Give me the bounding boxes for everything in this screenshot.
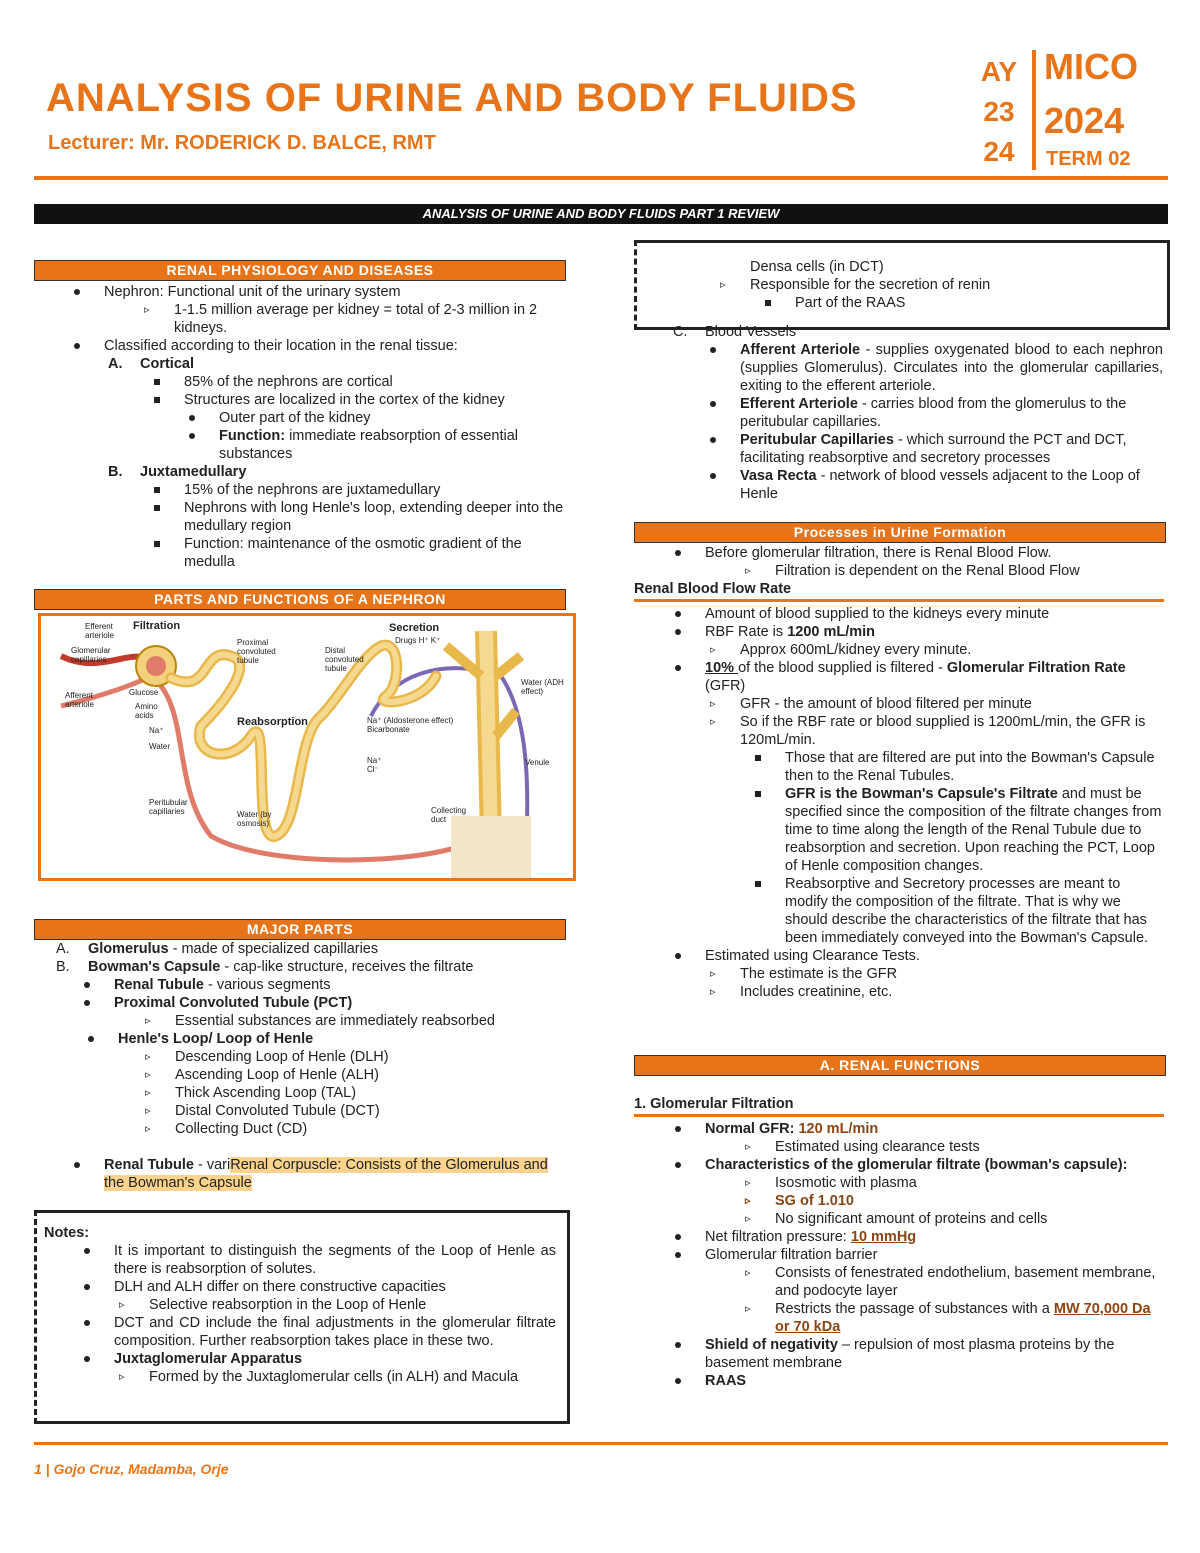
- renal-tubule-term: Renal Tubule: [104, 1157, 194, 1173]
- lecturer-line: Lecturer: Mr. RODERICK D. BALCE, RMT: [48, 132, 436, 154]
- list-item: Nephron: Functional unit of the urinary system: [104, 283, 564, 301]
- list-item: ▹ 1-1.5 million average per kidney = total of 2-3 million in 2 kidneys.: [174, 301, 564, 337]
- rbf-title: Renal Blood Flow Rate: [634, 581, 792, 597]
- major-parts-list: [56, 940, 568, 1192]
- list-label: A.: [56, 941, 70, 957]
- list-item: ▹ Ascending Loop of Henle (ALH): [175, 1066, 568, 1084]
- list-item: ▹ Responsible for the secretion of renin: [750, 276, 1160, 294]
- gfr-text: of the blood supplied is filtered -: [738, 660, 947, 676]
- list-item: [219, 427, 564, 463]
- notes-content: [44, 1224, 556, 1386]
- renal-tubule-partial: - vari: [193, 1157, 231, 1173]
- term-label: TERM 02: [1046, 148, 1131, 170]
- vessel-term: Afferent Arteriole: [740, 342, 861, 358]
- vessel-def: - which surround the PCT and DCT, facilitating reabsorptive and secretory processes: [740, 432, 1127, 466]
- list-item: DLH and ALH differ on there constructive capacities: [114, 1278, 556, 1296]
- highlighted-note: Renal Corpuscle: Consists of the Glomerulus and the Bowman's Capsule: [104, 1157, 548, 1191]
- rbf-rate-label: RBF Rate is: [705, 624, 788, 640]
- blood-vessels-list: [673, 323, 1163, 503]
- section-banner: ANALYSIS OF URINE AND BODY FLUIDS PART 1 REVIEW: [34, 204, 1168, 224]
- list-item: ▹ Filtration is dependent on the Renal Blood Flow: [775, 562, 1163, 580]
- shield-term: Shield of negativity: [705, 1337, 838, 1353]
- list-item: [705, 623, 1163, 641]
- list-item: Reabsorptive and Secretory processes are meant to modify the composition of the filtrate. That is why we should describe the characteristics of the filtrate that has been immediately conveyed into the Bowman's Capsule.: [785, 875, 1163, 947]
- vessel-term: Vasa Recta: [740, 468, 817, 484]
- list-item: Those that are filtered are put into the Bowman's Capsule then to the Renal Tubules.: [785, 749, 1163, 785]
- mw-value: MW 70,000 Da or 70 kDa: [775, 1301, 1151, 1335]
- heading-renal-functions: A. RENAL FUNCTIONS: [634, 1055, 1166, 1076]
- renal-tubule-def: - various segments: [203, 977, 331, 993]
- list-item: [740, 467, 1163, 503]
- list-item: Amount of blood supplied to the kidneys every minute: [705, 605, 1163, 623]
- list-item: Glomerular filtration barrier: [705, 1246, 1163, 1264]
- label-drugs: Drugs H⁺ K⁺: [395, 636, 441, 645]
- cortical-title: Cortical: [140, 356, 194, 372]
- list-item: [108, 463, 564, 481]
- label-secretion: Secretion: [389, 622, 440, 634]
- label-afferent: Afferent arteriole: [65, 691, 94, 709]
- list-item: It is important to distinguish the segments of the Loop of Henle as there is reabsorption of solutes.: [114, 1243, 556, 1277]
- ay-label: [975, 52, 1023, 172]
- label-proximal: Proximal convoluted tubule: [237, 638, 276, 665]
- rbf-list: [705, 605, 1163, 1001]
- list-item: ▹ No significant amount of proteins and cells: [775, 1210, 1163, 1228]
- list-item: Outer part of the kidney: [219, 409, 564, 427]
- list-item: ▹ The estimate is the GFR: [740, 965, 1163, 983]
- label-nacl: Na⁺ Cl⁻: [367, 756, 382, 774]
- list-item: [785, 785, 1163, 875]
- page-footer: 1 | Gojo Cruz, Madamba, Orje: [34, 1461, 229, 1477]
- bowman-term: Bowman's Capsule: [88, 959, 221, 975]
- list-item: Function: maintenance of the osmotic gradient of the medulla: [184, 535, 564, 571]
- list-item: [705, 1228, 1163, 1246]
- list-item: ▹ So if the RBF rate or blood supplied is 1200mL/min, the GFR is 120mL/min.: [740, 713, 1163, 749]
- list-item: [673, 323, 1163, 341]
- renal-tubule-term: Renal Tubule: [114, 977, 204, 993]
- list-item: Henle's Loop/ Loop of Henle: [118, 1030, 568, 1048]
- nfp-value: 10 mmHg: [850, 1229, 917, 1245]
- list-item: ▹ Isosmotic with plasma: [775, 1174, 1163, 1192]
- continued-line: Densa cells (in DCT): [750, 259, 884, 275]
- bowman-def: - cap-like structure, receives the filtrate: [220, 959, 474, 975]
- nfp-label: Net filtration pressure:: [705, 1229, 851, 1245]
- list-item: [108, 355, 564, 373]
- label-efferent: Efferent arteriole: [85, 622, 114, 640]
- list-item: [104, 1156, 568, 1192]
- gfr-filtrate-text: and must be specified since the composition of the filtrate changes from time to time along the length of the Renal Tubule due to reabsorption and secretion. Upon reaching the PCT, Loop of Henle composition changes.: [785, 786, 1162, 874]
- shield-def: – repulsion of most plasma proteins by the basement membrane: [705, 1337, 1115, 1371]
- list-label: B.: [56, 959, 70, 975]
- label-glomerular: Glomerular capillaries: [71, 646, 111, 664]
- glomerulus-def: - made of specialized capillaries: [168, 941, 379, 957]
- heading-major-parts: MAJOR PARTS: [34, 919, 566, 940]
- vessel-def: - carries blood from the glomerulus to the peritubular capillaries.: [740, 396, 1127, 430]
- list-item: ▹ Selective reabsorption in the Loop of Henle: [149, 1296, 556, 1314]
- list-item: [114, 976, 568, 994]
- list-item: ▹ Approx 600mL/kidney every minute.: [740, 641, 1163, 659]
- list-label: A.: [108, 356, 123, 372]
- list-label: B.: [108, 464, 123, 480]
- list-item: Juxtaglomerular Apparatus: [114, 1350, 556, 1368]
- header-divider: [1032, 50, 1036, 170]
- list-item: [705, 1120, 1163, 1138]
- list-item: [705, 1336, 1163, 1372]
- label-na: Na⁺: [149, 726, 164, 735]
- glomerulus-term: Glomerulus: [88, 941, 169, 957]
- list-item: [740, 341, 1163, 395]
- label-venule: Venule: [525, 758, 550, 767]
- header-rule: [34, 176, 1168, 180]
- label-aldosterone: Na⁺ (Aldosterone effect) Bicarbonate: [367, 716, 454, 734]
- heading-parts-functions: PARTS AND FUNCTIONS OF A NEPHRON: [34, 589, 566, 610]
- mw-label: Restricts the passage of substances with a: [775, 1301, 1054, 1317]
- continued-notes-content: [750, 258, 1160, 312]
- list-item: DCT and CD include the final adjustments in the glomerular filtrate composition. Further reabsorption takes place in these two.: [114, 1315, 556, 1349]
- list-item: [740, 395, 1163, 431]
- gfr-filtrate-term: GFR is the Bowman's Capsule's Filtrate: [785, 786, 1058, 802]
- vessel-term: Peritubular Capillaries: [740, 432, 894, 448]
- processes-list: [705, 544, 1163, 580]
- list-item: [775, 1300, 1163, 1336]
- label-reabsorption: Reabsorption: [237, 716, 308, 728]
- vessel-term: Efferent Arteriole: [740, 396, 858, 412]
- label-collecting: Collecting duct: [431, 806, 467, 824]
- normal-gfr-label: Normal GFR:: [705, 1121, 799, 1137]
- list-item: [740, 431, 1163, 467]
- list-item: Classified according to their location in the renal tissue:: [104, 337, 564, 355]
- list-item: ▹ SG of 1.010: [775, 1192, 1163, 1210]
- list-item: ▹ Consists of fenestrated endothelium, basement membrane, and podocyte layer: [775, 1264, 1163, 1300]
- heading-processes: Processes in Urine Formation: [634, 522, 1166, 543]
- label-water-osmosis: Water (by osmosis): [237, 810, 272, 828]
- footer-rule: [34, 1442, 1168, 1445]
- label-distal: Distal convoluted tubule: [325, 646, 364, 673]
- list-item: 15% of the nephrons are juxtamedullary: [184, 481, 564, 499]
- renal-functions-list: [705, 1120, 1163, 1390]
- list-item: Structures are localized in the cortex of the kidney: [184, 391, 564, 409]
- gf-rule: [634, 1114, 1164, 1117]
- glomerular-filtration-title: 1. Glomerular Filtration: [634, 1096, 794, 1112]
- list-item: ▹ Essential substances are immediately reabsorbed: [175, 1012, 568, 1030]
- mico-label: MICO: [1044, 46, 1138, 87]
- renal-physiology-list: [104, 283, 564, 571]
- gfr-abbr: (GFR): [705, 678, 746, 694]
- rbf-rate-value: 1200 mL/min: [787, 624, 876, 640]
- list-item: ▹ GFR - the amount of blood filtered per minute: [740, 695, 1163, 713]
- gfr-percent: 10%: [705, 660, 739, 676]
- list-item: Characteristics of the glomerular filtrate (bowman's capsule):: [705, 1156, 1163, 1174]
- vessel-def: - supplies oxygenated blood to each nephron (supplies Glomerulus). Circulates into the glomerular capillaries, exiting to the efferent arteriole.: [740, 342, 1163, 394]
- heading-renal-physiology: RENAL PHYSIOLOGY AND DISEASES: [34, 260, 566, 281]
- list-label: C.: [673, 324, 688, 340]
- label-glucose: Glucose: [129, 688, 159, 697]
- year-label: 2024: [1044, 100, 1125, 141]
- label-water-adh: Water (ADH effect): [521, 678, 564, 696]
- label-water: Water: [149, 742, 171, 751]
- ay-24: 24: [983, 136, 1015, 167]
- gfr-term: Glomerular Filtration Rate: [946, 660, 1126, 676]
- ay-text: AY: [980, 56, 1018, 87]
- list-item: Nephrons with long Henle's loop, extending deeper into the medullary region: [184, 500, 564, 534]
- list-item: [705, 659, 1163, 695]
- list-item: ▹ Includes creatinine, etc.: [740, 983, 1163, 1001]
- juxtamedullary-title: Juxtamedullary: [140, 464, 247, 480]
- label-amino: Amino acids: [135, 702, 158, 720]
- list-item: 85% of the nephrons are cortical: [184, 373, 564, 391]
- list-item: ▹ Thick Ascending Loop (TAL): [175, 1084, 568, 1102]
- nephron-figure: [38, 613, 576, 881]
- label-filtration: Filtration: [133, 620, 181, 632]
- label-peritubular: Peritubular capillaries: [149, 798, 188, 816]
- list-item: Proximal Convoluted Tubule (PCT): [114, 994, 568, 1012]
- list-item: [56, 958, 568, 976]
- list-item: RAAS: [705, 1372, 1163, 1390]
- list-item: [56, 940, 568, 958]
- list-item: ▹ Formed by the Juxtaglomerular cells (in ALH) and Macula: [149, 1368, 556, 1386]
- document-title: ANALYSIS OF URINE AND BODY FLUIDS: [46, 76, 858, 120]
- rbf-rule: [634, 599, 1164, 602]
- function-label: Function:: [219, 428, 286, 444]
- ay-23: 23: [983, 96, 1015, 127]
- function-text: immediate reabsorption of essential substances: [219, 428, 518, 462]
- list-item: Estimated using Clearance Tests.: [705, 947, 1163, 965]
- notes-title: Notes:: [44, 1225, 90, 1241]
- blood-vessels-title: Blood Vessels: [705, 324, 797, 340]
- list-item: Before glomerular filtration, there is Renal Blood Flow.: [705, 544, 1163, 562]
- list-item: ▹ Estimated using clearance tests: [775, 1138, 1163, 1156]
- normal-gfr-value: 120 mL/min: [798, 1121, 879, 1137]
- vessel-def: - network of blood vessels adjacent to the Loop of Henle: [740, 468, 1140, 502]
- list-item: ▹ Collecting Duct (CD): [175, 1120, 568, 1138]
- list-item: Part of the RAAS: [795, 294, 1160, 312]
- list-item: ▹ Distal Convoluted Tubule (DCT): [175, 1102, 568, 1120]
- list-item: ▹ Descending Loop of Henle (DLH): [175, 1048, 568, 1066]
